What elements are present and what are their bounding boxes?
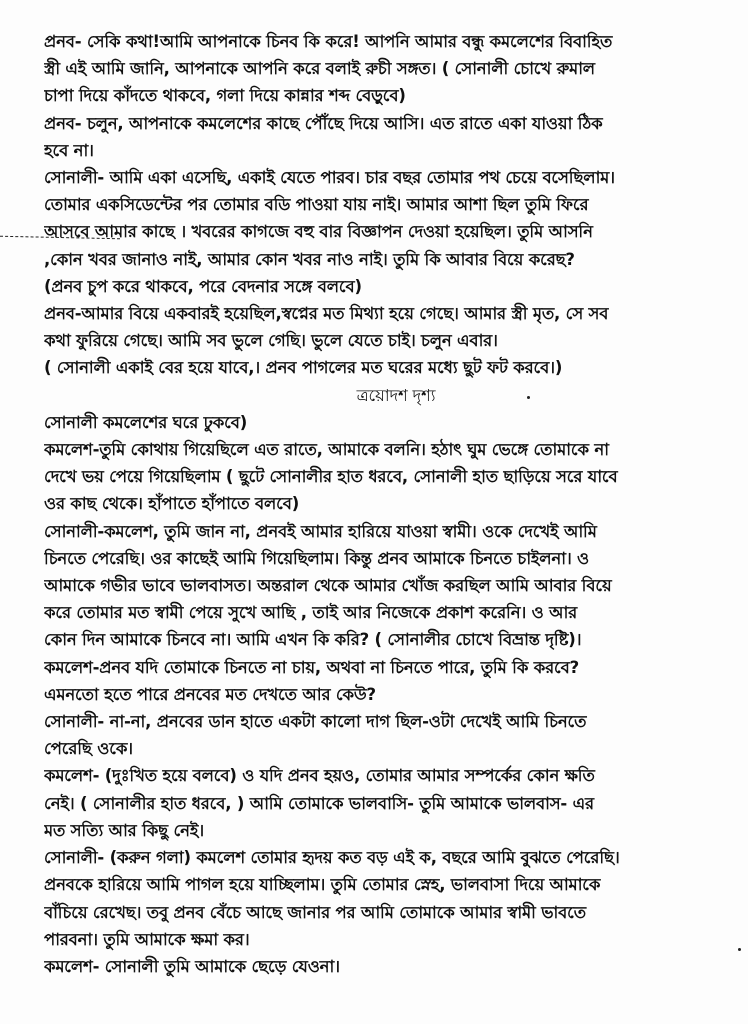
text-line: ( সোনালী একাই বের হয়ে যাবে,। প্রনব পাগলের মত ঘরের মধ্যে ছুট ফট করবে।) bbox=[44, 358, 563, 378]
text-line: সোনালী- (করুন গলা) কমলেশ তোমার হৃদয় কত বড় এই ক, বছরে আমি বুঝতে পেরেছি। bbox=[44, 848, 620, 868]
text-line: সোনালী- আমি একা এসেছি, একাই যেতে পারব। চার বছর তোমার পথ চেয়ে বসেছিলাম। bbox=[44, 168, 615, 188]
text-line: বাঁচিয়ে রেখেছ। তবু প্রনব বেঁচে আছে জানার পর আমি তোমাকে আমার স্বামী ভাবতে bbox=[44, 902, 586, 922]
text-line: তোমার একসিডেন্টের পর তোমার বডি পাওয়া যায় নাই। আমার আশা ছিল তুমি ফিরে bbox=[44, 195, 589, 215]
text-line: ওর কাছ থেকে। হাঁপাতে হাঁপাতে বলবে) bbox=[44, 494, 300, 514]
script-text bbox=[44, 28, 708, 980]
text-line: করে তোমার মত স্বামী পেয়ে সুখে আছি , তাই আর নিজেকে প্রকাশ করেনি। ও আর bbox=[44, 603, 578, 623]
text-line: আমাকে গভীর ভাবে ভালবাসত। অন্তরাল থেকে আমার খোঁজ করছিল আমি আবার বিয়ে bbox=[44, 576, 612, 596]
text-line: ,কোন খবর জানাও নাই, আমার কোন খবর নাও নাই। তুমি কি আবার বিয়ে করেছ? bbox=[44, 249, 575, 269]
text-line: সোনালী- না-না, প্রনবের ডান হাতে একটা কালো দাগ ছিল-ওটা দেখেই আমি চিনতে bbox=[44, 712, 587, 732]
text-line: নেই। ( সোনালীর হাত ধরবে, ) আমি তোমাকে ভালবাসি- তুমি আমাকে ভালবাস- এর bbox=[44, 793, 594, 813]
text-line: প্রনবকে হারিয়ে আমি পাগল হয়ে যাচ্ছিলাম। তুমি তোমার স্নেহ, ভালবাসা দিয়ে আমাকে bbox=[44, 875, 601, 895]
text-line: পেরেছি ওকে। bbox=[44, 739, 133, 759]
text-line: কোন দিন আমাকে চিনবে না। আমি এখন কি করি? ( সোনালীর চোখে বিভ্রান্ত দৃষ্টি)। bbox=[44, 630, 582, 650]
text-line: প্রনব- সেকি কথা!আমি আপনাকে চিনব কি করে! আপনি আমার বন্ধু কমলেশের বিবাহিত bbox=[44, 32, 613, 51]
text-line: কমলেশ-তুমি কোথায় গিয়েছিলে এত রাতে, আমাকে বলনি। হঠাৎ ঘুম ভেঙ্গে তোমাকে না bbox=[44, 440, 609, 460]
text-line: দেখে ভয় পেয়ে গিয়েছিলাম ( ছুটে সোনালীর হাত ধরবে, সোনালী হাত ছাড়িয়ে সরে যাবে bbox=[44, 467, 618, 487]
text-line: চাপা দিয়ে কাঁদতে থাকবে, গলা দিয়ে কান্নার শব্দ বেড়ুবে) bbox=[44, 86, 406, 106]
text-line: প্রনব- চলুন, আপনাকে কমলেশের কাছে পৌঁছে দিয়ে আসি। এত রাতে একা যাওয়া ঠিক bbox=[44, 113, 603, 133]
text-line: চিনতে পেরেছি। ওর কাছেই আমি গিয়েছিলাম। কিন্তু প্রনব আমাকে চিনতে চাইলনা। ও bbox=[44, 548, 590, 568]
text-line: হবে না। bbox=[44, 140, 94, 160]
text-line: স্ত্রী এই আমি জানি, আপনাকে আপনি করে বলাই রুচী সঙ্গত। ( সোনালী চোখে রুমাল bbox=[44, 59, 595, 79]
text-line: এমনতো হতে পারে প্রনবের মত দেখতে আর কেউ? bbox=[44, 684, 376, 704]
text-line: মত সত্যি আর কিছু নেই। bbox=[44, 820, 204, 840]
text-line: সোনালী-কমলেশ, তুমি জান না, প্রনবই আমার হারিয়ে যাওয়া স্বামী। ওকে দেখেই আমি bbox=[44, 521, 597, 541]
text-line: (প্রনব চুপ করে থাকবে, পরে বেদনার সঙ্গে বলবে) bbox=[44, 276, 362, 296]
scene-heading: ত্রয়োদশ দৃশ্য bbox=[356, 385, 436, 405]
text-line: আসবে আমার কাছে । খবরের কাগজে বহু বার বিজ্ঞাপন দেওয়া হয়েছিল। তুমি আসনি bbox=[44, 222, 593, 242]
text-line: সোনালী কমলেশের ঘরে ঢুকবে) bbox=[44, 412, 248, 432]
text-line: কমলেশ- সোনালী তুমি আমাকে ছেড়ে যেওনা। bbox=[44, 956, 340, 976]
text-line: কথা ফুরিয়ে গেছে। আমি সব ভুলে গেছি। ভুলে যেতে চাই। চলুন এবার। bbox=[44, 331, 498, 351]
text-line: প্রনব-আমার বিয়ে একবারই হয়েছিল,স্বপ্নের মত মিথ্যা হয়ে গেছে। আমার স্ত্রী মৃত, সে সব bbox=[44, 304, 609, 324]
scan-speck bbox=[738, 948, 741, 951]
text-line: পারবনা। তুমি আমাকে ক্ষমা কর। bbox=[44, 929, 250, 949]
text-line: কমলেশ-প্রনব যদি তোমাকে চিনতে না চায়, অথবা না চিনতে পারে, তুমি কি করবে? bbox=[44, 657, 579, 677]
text-line: কমলেশ- (দুঃখিত হয়ে বলবে) ও যদি প্রনব হয়ও, তোমার আমার সম্পর্কের কোন ক্ষতি bbox=[44, 766, 595, 786]
